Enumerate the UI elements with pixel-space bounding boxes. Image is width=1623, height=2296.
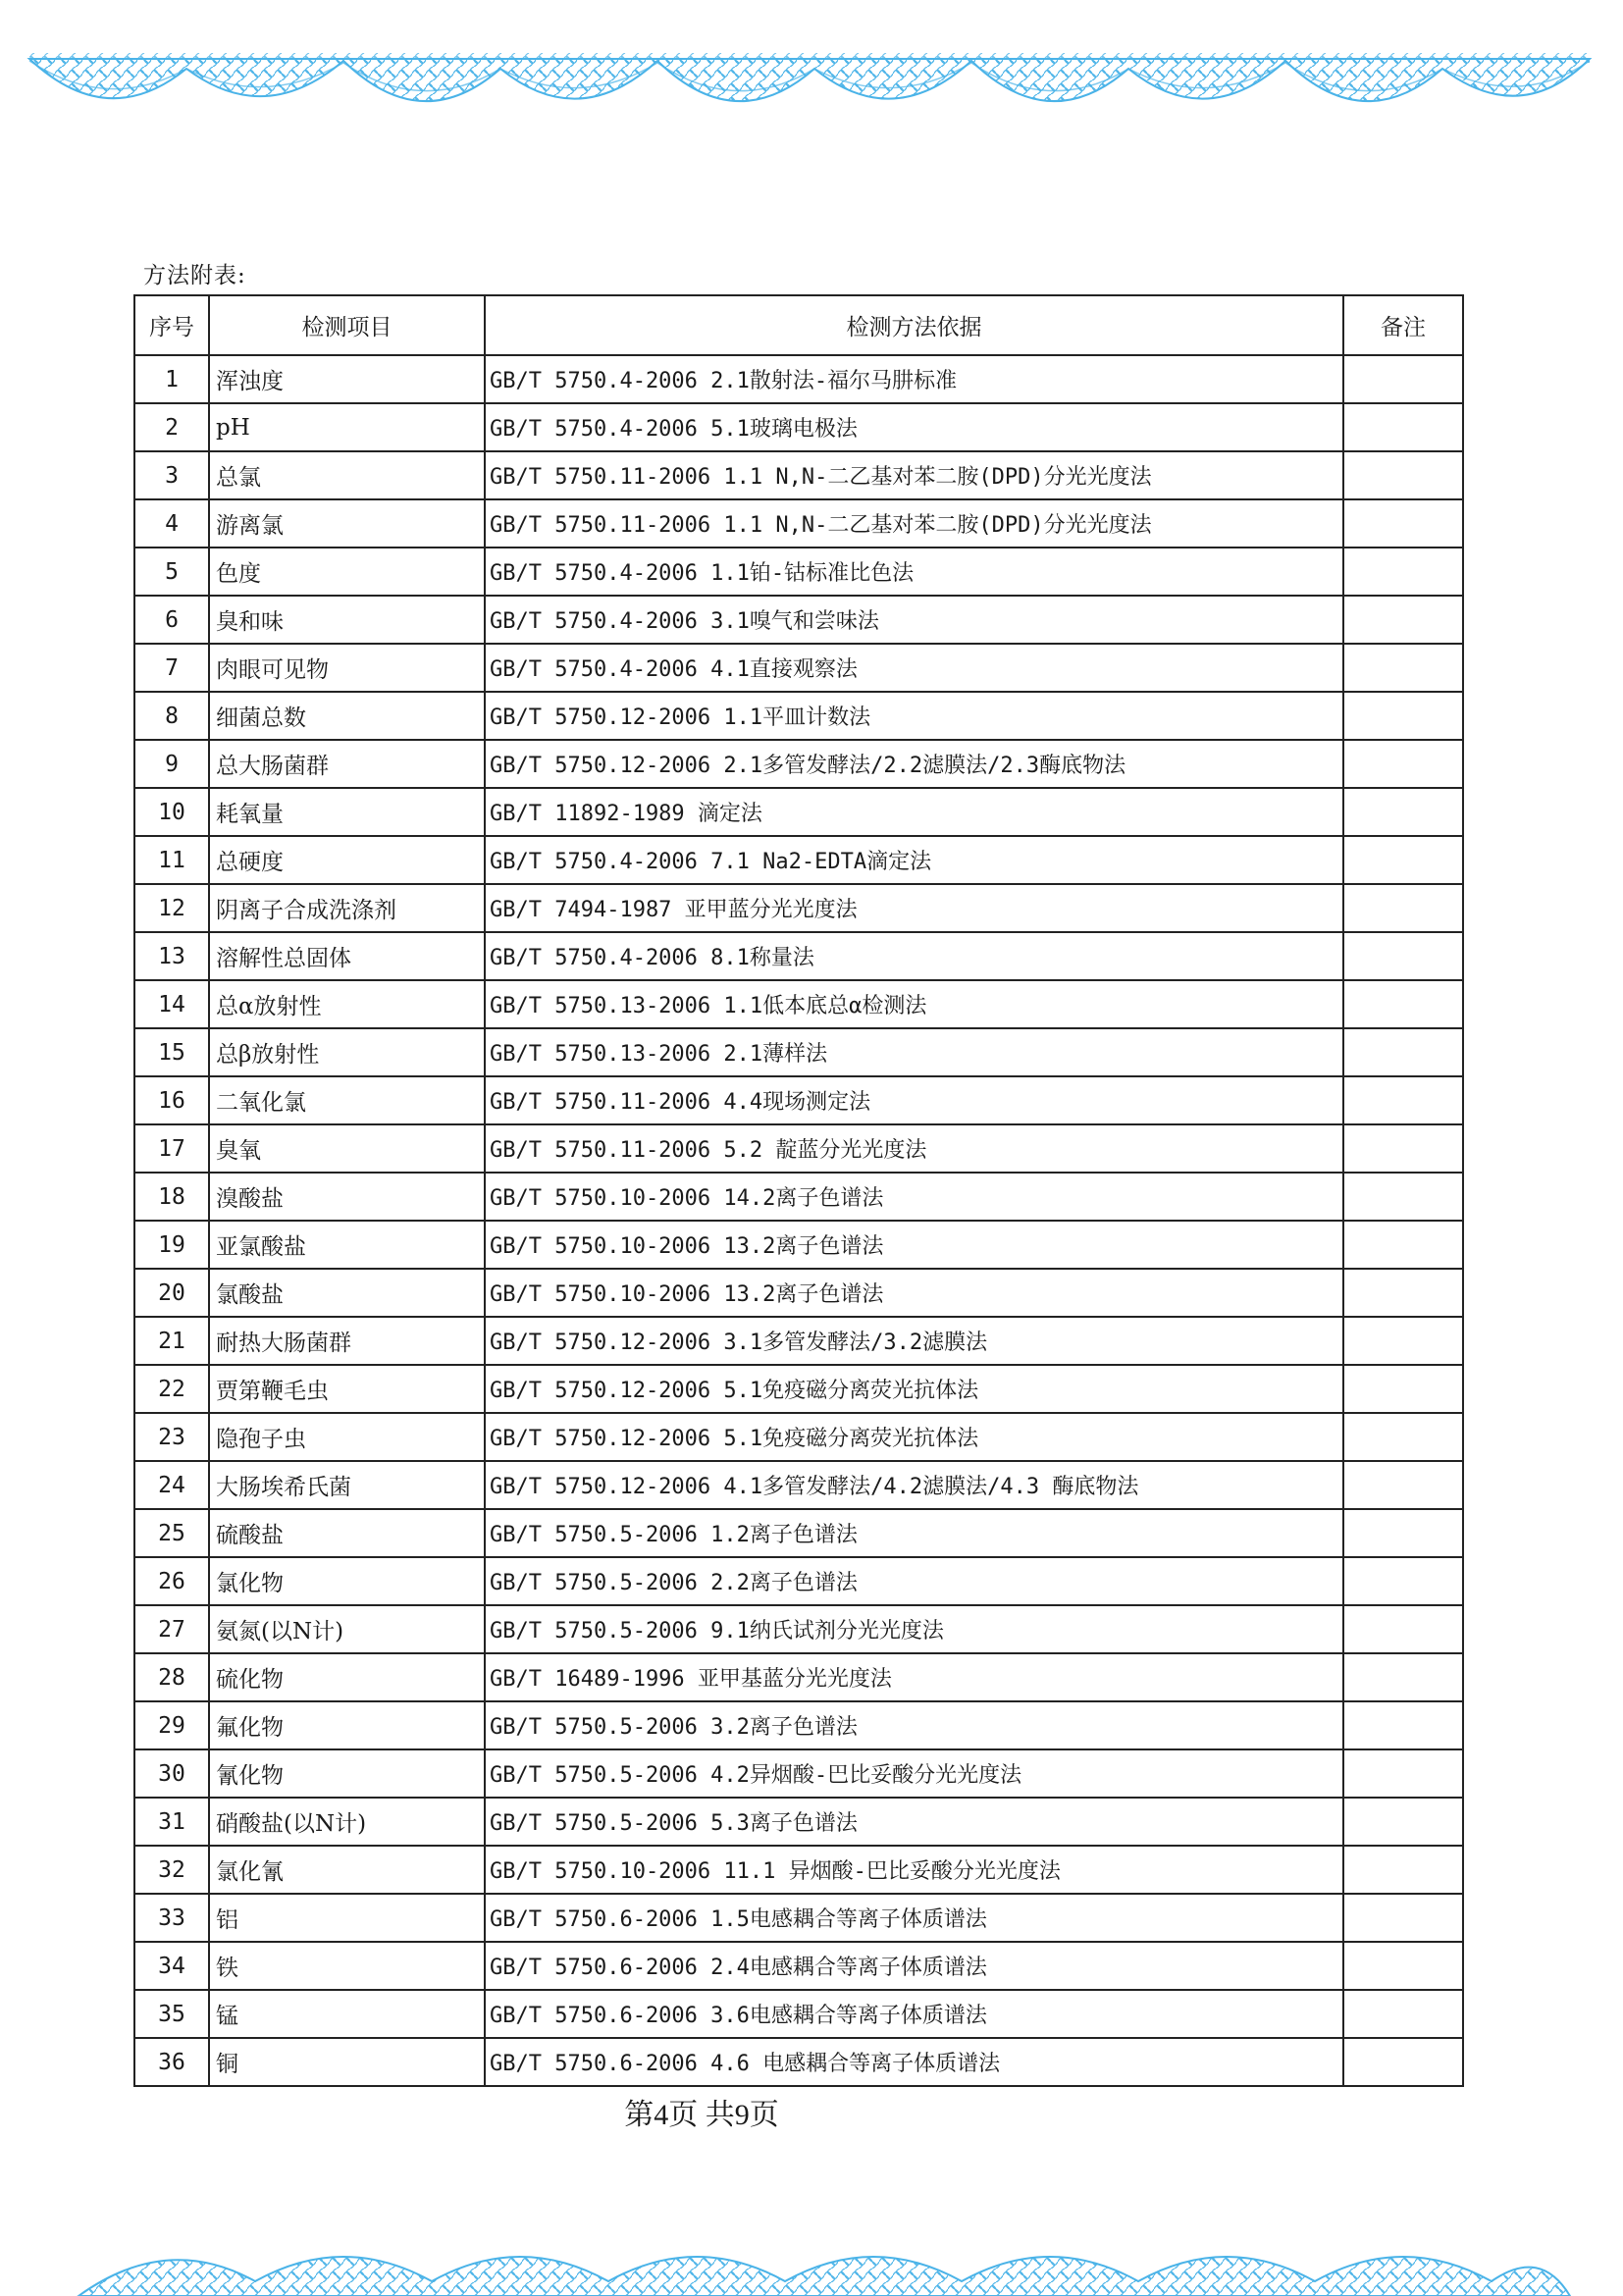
table-row [134,788,1463,836]
table-row [134,932,1463,980]
row-method: GB/T 5750.12-2006 5.1免疫磁分离荧光抗体法 [485,1413,1343,1461]
row-item: 臭氧 [209,1124,485,1173]
row-method: GB/T 5750.13-2006 2.1薄样法 [485,1028,1343,1076]
table-row [134,451,1463,499]
header-item: 检测项目 [209,295,485,355]
row-item: 色度 [209,548,485,596]
table-row [134,1701,1463,1749]
row-remark [1343,1269,1463,1317]
row-no: 12 [134,884,209,932]
row-remark [1343,1028,1463,1076]
row-method: GB/T 5750.6-2006 1.5电感耦合等离子体质谱法 [485,1894,1343,1942]
row-remark [1343,1461,1463,1509]
row-method: GB/T 5750.4-2006 8.1称量法 [485,932,1343,980]
table-row [134,1461,1463,1509]
row-remark [1343,692,1463,740]
table-row [134,740,1463,788]
row-no: 32 [134,1846,209,1894]
row-no: 13 [134,932,209,980]
table-caption: 方法附表: [143,263,246,288]
table-row [134,1990,1463,2038]
row-remark [1343,932,1463,980]
row-no: 22 [134,1365,209,1413]
row-item: 铝 [209,1894,485,1942]
row-remark [1343,1990,1463,2038]
row-remark [1343,355,1463,403]
row-remark [1343,980,1463,1028]
row-item: 锰 [209,1990,485,2038]
table-row [134,355,1463,403]
row-item: 溴酸盐 [209,1173,485,1221]
table-row [134,1124,1463,1173]
row-remark [1343,1557,1463,1605]
row-no: 25 [134,1509,209,1557]
row-no: 34 [134,1942,209,1990]
row-no: 16 [134,1076,209,1124]
table-row [134,1605,1463,1653]
row-no: 30 [134,1749,209,1798]
row-method: GB/T 5750.4-2006 7.1 Na2-EDTA滴定法 [485,836,1343,884]
table-row [134,836,1463,884]
row-no: 9 [134,740,209,788]
row-no: 3 [134,451,209,499]
row-no: 27 [134,1605,209,1653]
row-no: 28 [134,1653,209,1701]
row-item: 浑浊度 [209,355,485,403]
row-item: 硫化物 [209,1653,485,1701]
row-method: GB/T 5750.5-2006 3.2离子色谱法 [485,1701,1343,1749]
row-item: 贾第鞭毛虫 [209,1365,485,1413]
row-remark [1343,1365,1463,1413]
row-method: GB/T 5750.11-2006 1.1 N,N-二乙基对苯二胺(DPD)分光光度法 [485,451,1343,499]
row-item: 氯化物 [209,1557,485,1605]
guilloche-border-top [0,39,1623,157]
row-item: 阴离子合成洗涤剂 [209,884,485,932]
row-remark [1343,451,1463,499]
row-no: 26 [134,1557,209,1605]
row-remark [1343,836,1463,884]
row-method: GB/T 5750.11-2006 1.1 N,N-二乙基对苯二胺(DPD)分光光度法 [485,499,1343,548]
row-remark [1343,1173,1463,1221]
row-remark [1343,1221,1463,1269]
row-no: 5 [134,548,209,596]
row-remark [1343,1701,1463,1749]
table-row [134,1846,1463,1894]
table-row [134,1269,1463,1317]
row-no: 14 [134,980,209,1028]
row-remark [1343,1846,1463,1894]
row-remark [1343,1509,1463,1557]
row-no: 2 [134,403,209,451]
row-method: GB/T 5750.10-2006 11.1 异烟酸-巴比妥酸分光光度法 [485,1846,1343,1894]
row-method: GB/T 5750.10-2006 14.2离子色谱法 [485,1173,1343,1221]
row-remark [1343,403,1463,451]
row-item: 隐孢子虫 [209,1413,485,1461]
row-remark [1343,548,1463,596]
row-method: GB/T 5750.4-2006 4.1直接观察法 [485,644,1343,692]
row-item: 臭和味 [209,596,485,644]
table-row [134,1173,1463,1221]
table-row [134,1221,1463,1269]
row-item: 氰化物 [209,1749,485,1798]
row-item: 肉眼可见物 [209,644,485,692]
row-item: 溶解性总固体 [209,932,485,980]
row-item: 总α放射性 [209,980,485,1028]
row-remark [1343,1749,1463,1798]
row-item: 耗氧量 [209,788,485,836]
table-row [134,1413,1463,1461]
table-row [134,596,1463,644]
row-no: 31 [134,1798,209,1846]
table-row [134,884,1463,932]
row-no: 21 [134,1317,209,1365]
row-remark [1343,1653,1463,1701]
table-row [134,1942,1463,1990]
row-no: 10 [134,788,209,836]
table-row [134,1798,1463,1846]
row-no: 23 [134,1413,209,1461]
row-item: 耐热大肠菌群 [209,1317,485,1365]
row-remark [1343,596,1463,644]
row-no: 24 [134,1461,209,1509]
row-no: 17 [134,1124,209,1173]
row-method: GB/T 5750.12-2006 3.1多管发酵法/3.2滤膜法 [485,1317,1343,1365]
row-method: GB/T 16489-1996 亚甲基蓝分光光度法 [485,1653,1343,1701]
row-method: GB/T 5750.11-2006 5.2 靛蓝分光光度法 [485,1124,1343,1173]
row-no: 29 [134,1701,209,1749]
row-item: 硫酸盐 [209,1509,485,1557]
row-method: GB/T 5750.5-2006 5.3离子色谱法 [485,1798,1343,1846]
table-row [134,1509,1463,1557]
row-no: 20 [134,1269,209,1317]
table-row [134,1028,1463,1076]
row-item: 亚氯酸盐 [209,1221,485,1269]
row-method: GB/T 5750.10-2006 13.2离子色谱法 [485,1221,1343,1269]
table-row [134,403,1463,451]
row-method: GB/T 5750.4-2006 5.1玻璃电极法 [485,403,1343,451]
table-row [134,1557,1463,1605]
row-remark [1343,1076,1463,1124]
row-remark [1343,1605,1463,1653]
table-body [134,355,1463,2086]
row-no: 8 [134,692,209,740]
row-item: 细菌总数 [209,692,485,740]
row-method: GB/T 11892-1989 滴定法 [485,788,1343,836]
row-no: 4 [134,499,209,548]
header-remark: 备注 [1343,295,1463,355]
row-remark [1343,788,1463,836]
method-table [133,294,1464,2087]
header-method: 检测方法依据 [485,295,1343,355]
table-row [134,644,1463,692]
row-remark [1343,1798,1463,1846]
row-method: GB/T 5750.4-2006 3.1嗅气和尝味法 [485,596,1343,644]
row-item: 氨氮(以N计) [209,1605,485,1653]
row-item: 总β放射性 [209,1028,485,1076]
table-row [134,692,1463,740]
table-row [134,2038,1463,2086]
page-number: 第4页 共9页 [624,2099,779,2131]
row-item: 硝酸盐(以N计) [209,1798,485,1846]
row-remark [1343,1124,1463,1173]
row-no: 33 [134,1894,209,1942]
row-remark [1343,740,1463,788]
table-row [134,1365,1463,1413]
table-row [134,1894,1463,1942]
row-no: 35 [134,1990,209,2038]
row-method: GB/T 5750.5-2006 1.2离子色谱法 [485,1509,1343,1557]
row-remark [1343,644,1463,692]
row-method: GB/T 5750.12-2006 4.1多管发酵法/4.2滤膜法/4.3 酶底物法 [485,1461,1343,1509]
row-no: 18 [134,1173,209,1221]
row-method: GB/T 5750.5-2006 4.2异烟酸-巴比妥酸分光光度法 [485,1749,1343,1798]
table-row [134,1749,1463,1798]
table-row [134,1076,1463,1124]
guilloche-border-bottom [0,2227,1623,2296]
row-item: 铜 [209,2038,485,2086]
row-method: GB/T 7494-1987 亚甲蓝分光光度法 [485,884,1343,932]
table-row [134,1317,1463,1365]
row-item: 氟化物 [209,1701,485,1749]
row-item: 氯化氰 [209,1846,485,1894]
table-header-row [134,295,1463,355]
table-row [134,499,1463,548]
table-row [134,1653,1463,1701]
row-remark [1343,884,1463,932]
row-no: 36 [134,2038,209,2086]
row-no: 19 [134,1221,209,1269]
row-method: GB/T 5750.5-2006 9.1纳氏试剂分光光度法 [485,1605,1343,1653]
row-method: GB/T 5750.6-2006 3.6电感耦合等离子体质谱法 [485,1990,1343,2038]
row-item: pH [209,403,485,451]
row-item: 氯酸盐 [209,1269,485,1317]
row-remark [1343,1317,1463,1365]
row-no: 1 [134,355,209,403]
row-no: 15 [134,1028,209,1076]
row-no: 11 [134,836,209,884]
row-no: 6 [134,596,209,644]
row-method: GB/T 5750.4-2006 1.1铂-钴标准比色法 [485,548,1343,596]
row-no: 7 [134,644,209,692]
row-remark [1343,1894,1463,1942]
row-method: GB/T 5750.10-2006 13.2离子色谱法 [485,1269,1343,1317]
row-method: GB/T 5750.6-2006 2.4电感耦合等离子体质谱法 [485,1942,1343,1990]
row-method: GB/T 5750.12-2006 5.1免疫磁分离荧光抗体法 [485,1365,1343,1413]
row-remark [1343,2038,1463,2086]
row-item: 游离氯 [209,499,485,548]
row-item: 二氧化氯 [209,1076,485,1124]
row-method: GB/T 5750.6-2006 4.6 电感耦合等离子体质谱法 [485,2038,1343,2086]
row-item: 总氯 [209,451,485,499]
row-item: 铁 [209,1942,485,1990]
row-remark [1343,499,1463,548]
row-method: GB/T 5750.11-2006 4.4现场测定法 [485,1076,1343,1124]
row-item: 大肠埃希氏菌 [209,1461,485,1509]
row-method: GB/T 5750.12-2006 1.1平皿计数法 [485,692,1343,740]
row-method: GB/T 5750.12-2006 2.1多管发酵法/2.2滤膜法/2.3酶底物法 [485,740,1343,788]
row-item: 总大肠菌群 [209,740,485,788]
row-remark [1343,1942,1463,1990]
table-row [134,980,1463,1028]
row-item: 总硬度 [209,836,485,884]
row-remark [1343,1413,1463,1461]
row-method: GB/T 5750.13-2006 1.1低本底总α检测法 [485,980,1343,1028]
table-row [134,548,1463,596]
header-no: 序号 [134,295,209,355]
row-method: GB/T 5750.4-2006 2.1散射法-福尔马肼标准 [485,355,1343,403]
row-method: GB/T 5750.5-2006 2.2离子色谱法 [485,1557,1343,1605]
